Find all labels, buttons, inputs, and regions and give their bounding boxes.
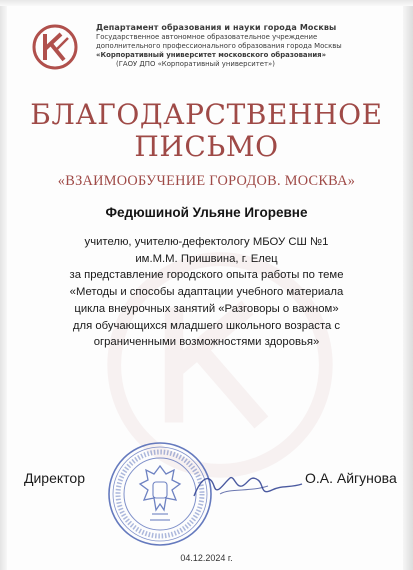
title-line-1: БЛАГОДАРСТВЕННОЕ: [30, 98, 383, 131]
title-line-2: ПИСЬМО: [134, 130, 279, 163]
university-logo-icon: [30, 22, 80, 72]
director-label: Директор: [24, 470, 85, 486]
paper-edge-left: [0, 0, 7, 570]
recipient-name: Федюшиной Ульяне Игоревне: [105, 205, 308, 220]
org-department: Департамент образования и науки города Москвы: [96, 23, 337, 32]
org-education: дополнительного профессионального образования города Москвы: [96, 42, 342, 50]
body-line: учителю, учителю-дефектологу МБОУ СШ №1: [84, 236, 329, 248]
certificate-body: [30, 234, 383, 351]
paper-edge-top: [0, 0, 413, 6]
issue-date: 04.12.2024 г.: [180, 553, 233, 563]
body-line: за представление городского опыта работы по теме: [69, 269, 344, 282]
body-line: «Методы и способы адаптации учебного материала: [69, 286, 344, 299]
body-line: ограниченными возможностями здоровья»: [93, 336, 320, 349]
body-line: для обучающихся младшего школьного возраста с: [72, 319, 341, 332]
certificate-subtitle: «ВЗАИМООБУЧЕНИЕ ГОРОДОВ. МОСКВА»: [57, 173, 356, 189]
paper-edge-right: [403, 0, 413, 570]
org-name: «Корпоративный университет московского образования»: [96, 51, 327, 59]
org-short-name: (ГАОУ ДПО «Корпоративный университет»): [116, 60, 275, 68]
signer-name: О.А. Айгунова: [305, 470, 397, 486]
org-type: Государственное автономное образовательное учреждение: [96, 33, 318, 41]
certificate-title: [0, 99, 413, 163]
body-line: цикла внеурочных занятий «Разговоры о важном»: [74, 302, 339, 315]
organization-header: [96, 22, 346, 69]
body-line: им.М.М. Пришвина, г. Елец: [135, 252, 278, 265]
handwritten-signature-icon: [190, 466, 310, 506]
